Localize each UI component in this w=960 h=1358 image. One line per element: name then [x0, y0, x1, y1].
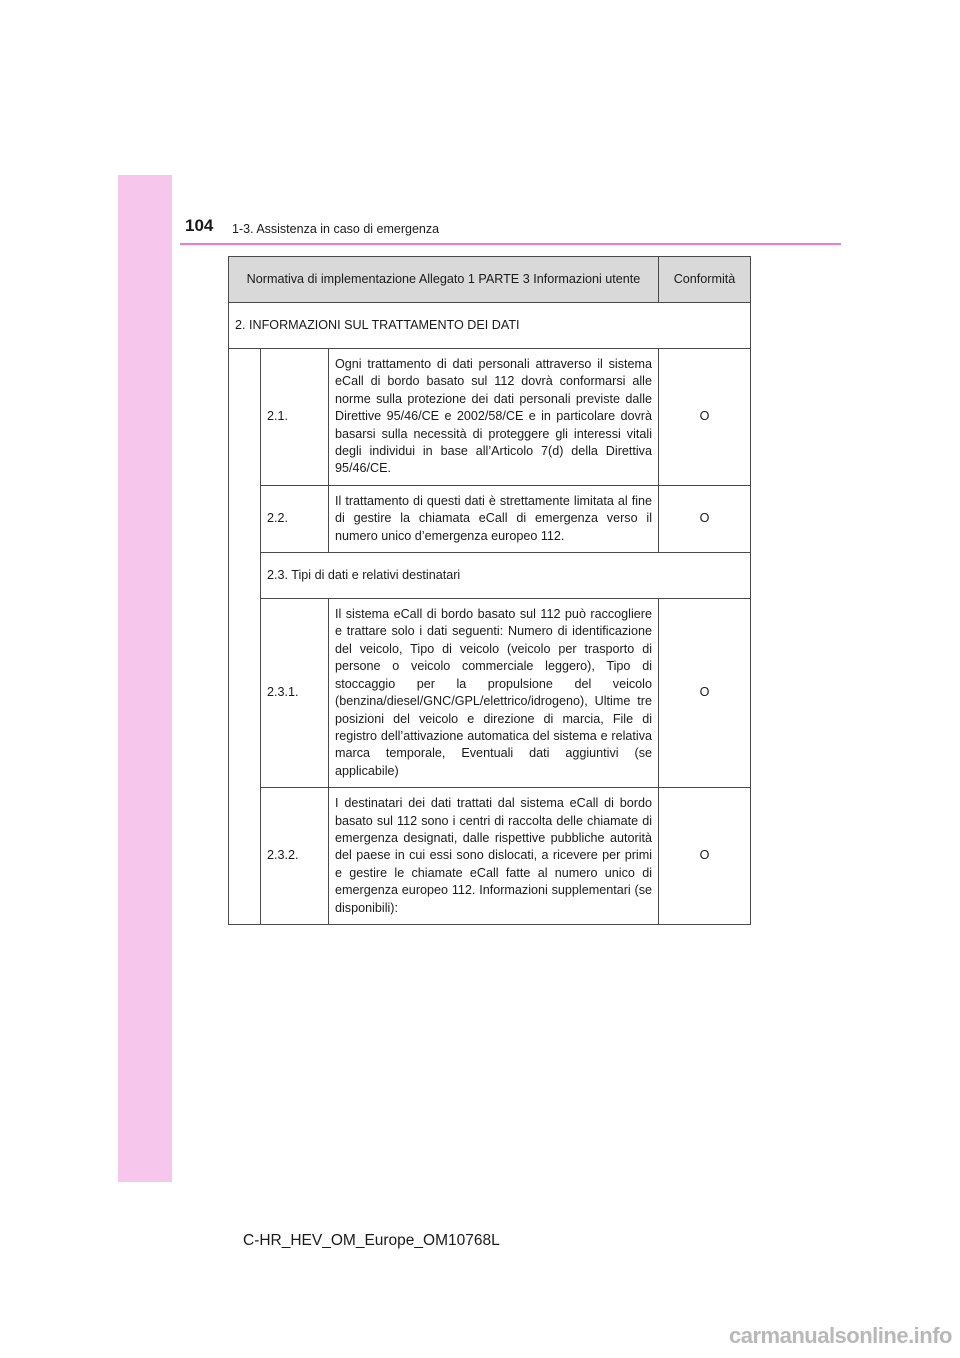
item-text: I destinatari dei dati trattati dal sistema eCall di bordo basato sul 112 sono i centri di raccolta delle chiamate di emergenza designati, dalle rispettive pubbliche autorità del paese in cui essi sono dislocati, a ricevere per primi e gestire le chiamate eCall fatte al numero unico di emergenza europeo 112. Informazioni supplementari (se disponibili): — [329, 788, 659, 925]
item-conformity: O — [659, 599, 751, 788]
header-rule — [180, 243, 841, 245]
indent-cell — [229, 349, 261, 925]
item-text: Il sistema eCall di bordo basato sul 112 può raccogliere e trattare solo i dati seguenti: Numero di identificazione del veicolo, Tipo di veicolo (veicolo per trasporto di persone o veicolo commerciale leggero), Tipo di stoccaggio per la propulsione del veicolo (benzina/diesel/GNC/GPL/elettrico/idrogeno), Ultime tre posizioni del veicolo e direzione di marcia, File di registro dell’attivazione automatica del sistema e relativa marca temporale, Eventuali dati aggiuntivi (se applicabile) — [329, 599, 659, 788]
item-text: Il trattamento di questi dati è strettamente limitata al fine di gestire la chiamata eCall di emergenza verso il numero unico d’emergenza europeo 112. — [329, 485, 659, 552]
watermark-logo: carmanualsonline.info — [729, 1323, 952, 1348]
item-conformity: O — [659, 349, 751, 486]
table-row — [229, 788, 751, 925]
regulation-table — [228, 256, 751, 925]
section-title: 1-3. Assistenza in caso di emergenza — [232, 222, 440, 236]
item-number: 2.3.2. — [261, 788, 329, 925]
item-number: 2.1. — [261, 349, 329, 486]
header-regulation: Normativa di implementazione Allegato 1 PARTE 3 Informazioni utente — [229, 257, 659, 303]
table-row — [229, 349, 751, 486]
item-number: 2.3.1. — [261, 599, 329, 788]
item-conformity: O — [659, 485, 751, 552]
section-heading: 2. INFORMAZIONI SUL TRATTAMENTO DEI DATI — [229, 303, 751, 349]
subsection-row — [229, 553, 751, 599]
side-color-band — [118, 175, 172, 1182]
table-row — [229, 599, 751, 788]
page-number: 104 — [185, 216, 214, 235]
section-row — [229, 303, 751, 349]
document-code: C-HR_HEV_OM_Europe_OM10768L — [243, 1232, 500, 1249]
header-conformity: Conformità — [659, 257, 751, 303]
item-text: Ogni trattamento di dati personali attraverso il sistema eCall di bordo basato sul 112 dovrà conformarsi alle norme sulla protezione dei dati personali previste dalle Direttive 95/46/CE e 2002/58/CE e in particolare dovrà basarsi sulla necessità di proteggere gli interessi vitali degli individui in base all’Articolo 7(d) della Direttiva 95/46/CE. — [329, 349, 659, 486]
table-row — [229, 485, 751, 552]
table-header-row — [229, 257, 751, 303]
subsection-heading: 2.3. Tipi di dati e relativi destinatari — [261, 553, 751, 599]
item-conformity: O — [659, 788, 751, 925]
item-number: 2.2. — [261, 485, 329, 552]
